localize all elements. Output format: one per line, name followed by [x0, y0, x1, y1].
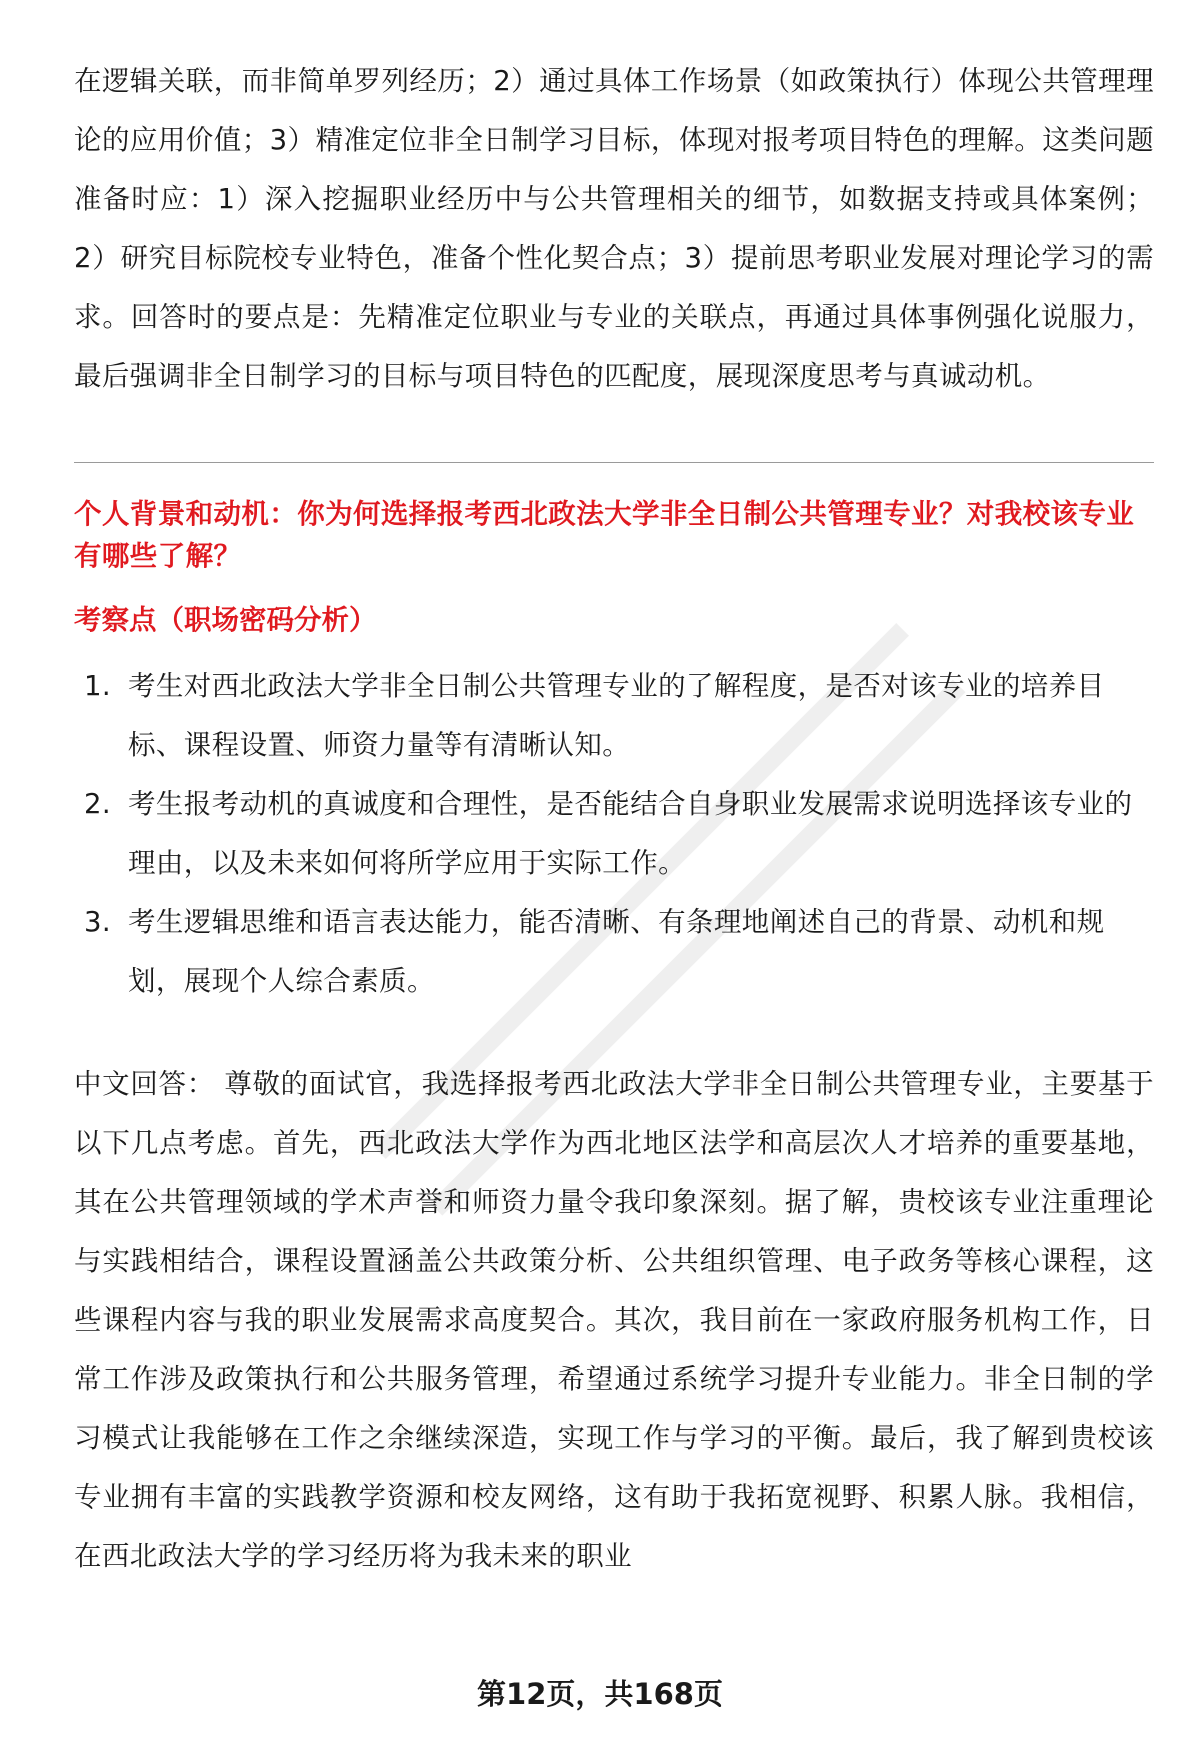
question-title: 个人背景和动机：你为何选择报考西北政法大学非全日制公共管理专业？对我校该专业有哪些了解？	[74, 498, 1135, 572]
points-list	[74, 657, 1154, 1011]
list-text: 考生对西北政法大学非全日制公共管理专业的了解程度，是否对该专业的培养目标、课程设置、师资力量等有清晰认知。	[128, 670, 1105, 761]
list-number: 3.	[84, 906, 112, 938]
list-item	[74, 775, 1154, 893]
list-text: 考生报考动机的真诚度和合理性，是否能结合自身职业发展需求说明选择该专业的理由，以及未来如何将所学应用于实际工作。	[128, 788, 1133, 879]
list-text: 考生逻辑思维和语言表达能力，能否清晰、有条理地阐述自己的背景、动机和规划，展现个人综合素质。	[128, 906, 1105, 997]
list-item	[74, 893, 1154, 1011]
section-divider	[74, 462, 1154, 463]
list-number: 1.	[84, 670, 112, 702]
list-number: 2.	[84, 788, 112, 820]
intro-paragraph: 在逻辑关联，而非简单罗列经历；2）通过具体工作场景（如政策执行）体现公共管理理论的应用价值；3）精准定位非全日制学习目标，体现对报考项目特色的理解。这类问题准备时应：1）深入挖掘职业经历中与公共管理相关的细节，如数据支持或具体案例；2）研究目标院校专业特色，准备个性化契合点；3）提前思考职业发展对理论学习的需求。回答时的要点是：先精准定位职业与专业的关联点，再通过具体事例强化说服力，最后强调非全日制学习的目标与项目特色的匹配度，展现深度思考与真诚动机。	[74, 65, 1154, 392]
list-item	[74, 657, 1154, 775]
page-footer: 第12页，共168页	[477, 1677, 723, 1711]
points-heading: 考察点（职场密码分析）	[74, 604, 377, 636]
document-page	[74, 52, 1154, 1586]
answer-paragraph: 中文回答： 尊敬的面试官，我选择报考西北政法大学非全日制公共管理专业，主要基于以下几点考虑。首先，西北政法大学作为西北地区法学和高层次人才培养的重要基地，其在公共管理领域的学术声誉和师资力量令我印象深刻。据了解，贵校该专业注重理论与实践相结合，课程设置涵盖公共政策分析、公共组织管理、电子政务等核心课程，这些课程内容与我的职业发展需求高度契合。其次，我目前在一家政府服务机构工作，日常工作涉及政策执行和公共服务管理，希望通过系统学习提升专业能力。非全日制的学习模式让我能够在工作之余继续深造，实现工作与学习的平衡。最后，我了解到贵校该专业拥有丰富的实践教学资源和校友网络，这有助于我拓宽视野、积累人脉。我相信，在西北政法大学的学习经历将为我未来的职业	[74, 1068, 1154, 1572]
